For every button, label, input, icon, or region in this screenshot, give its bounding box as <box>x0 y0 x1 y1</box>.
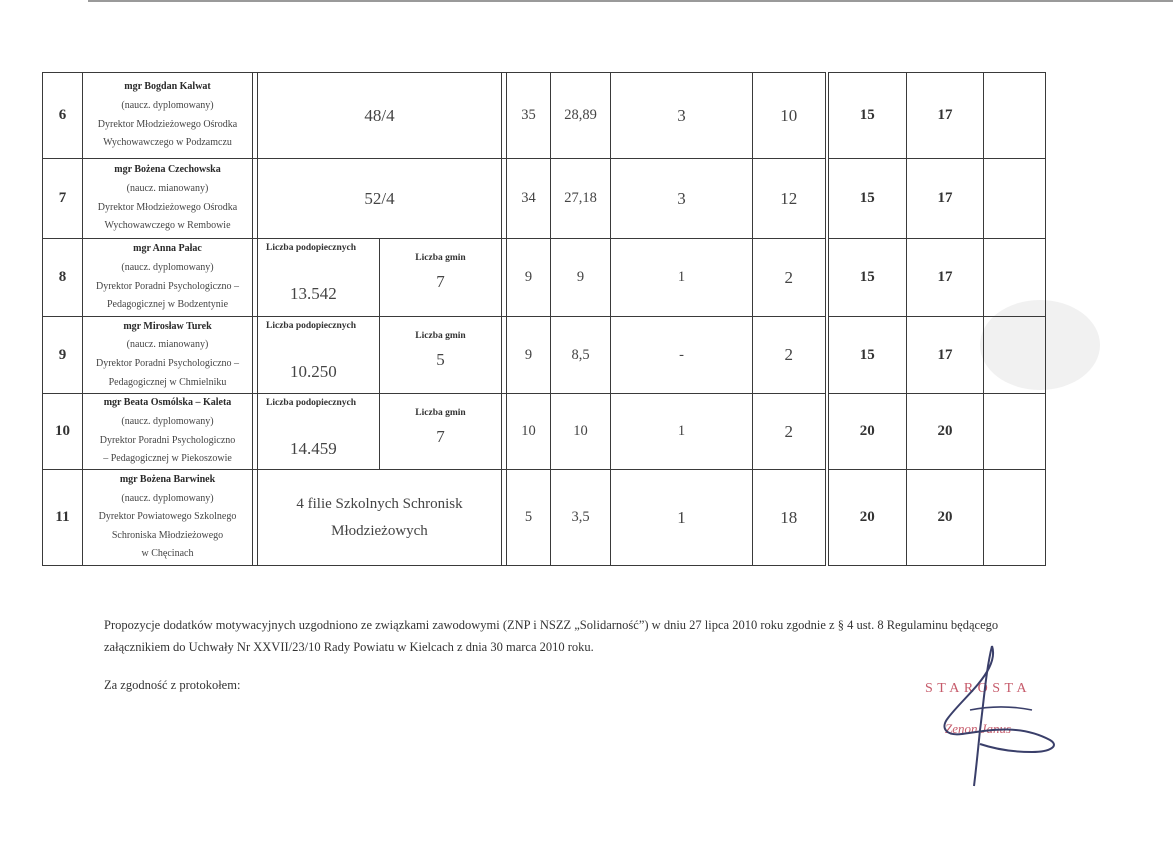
wards-value: 14.459 <box>290 439 337 458</box>
table-row <box>43 159 1046 239</box>
bonus-min: 15 <box>827 239 907 317</box>
value-cell: 1 <box>611 470 753 566</box>
person-detail: w Chęcinach <box>141 548 194 560</box>
person-name: mgr Anna Pałac <box>133 243 202 255</box>
person-name: mgr Beata Osmólska – Kaleta <box>103 397 232 409</box>
person-name: mgr Mirosław Turek <box>123 320 212 332</box>
signature-icon <box>900 640 1070 790</box>
bonus-max: 20 <box>907 470 984 566</box>
value-cell: - <box>611 317 753 394</box>
value-cell: 2 <box>753 317 827 394</box>
person-detail: Wychowawczego w Podzamczu <box>103 137 232 149</box>
person-detail: Pedagogicznej w Bodzentynie <box>106 299 229 311</box>
person-detail: Schroniska Młodzieżowego <box>111 529 224 541</box>
value-cell: 8,5 <box>551 317 611 394</box>
wards-count-cell <box>258 394 380 470</box>
wards-label: Liczba podopiecznych <box>266 321 356 331</box>
communes-label: Liczba gmin <box>415 331 466 341</box>
value-cell: 10 <box>753 73 827 159</box>
person-detail: Dyrektor Powiatowego Szkolnego <box>98 511 237 523</box>
bonus-max: 17 <box>907 159 984 239</box>
person-cell <box>83 317 253 394</box>
communes-count-cell <box>380 394 502 470</box>
value-cell: 34 <box>507 159 551 239</box>
communes-value: 5 <box>436 350 445 369</box>
value-cell: 9 <box>507 317 551 394</box>
person-cell <box>83 470 253 566</box>
communes-label: Liczba gmin <box>415 253 466 263</box>
value-cell: 5 <box>507 470 551 566</box>
row-number: 11 <box>43 470 83 566</box>
table-row <box>43 317 1046 394</box>
bonus-max: 20 <box>907 394 984 470</box>
value-cell: 1 <box>611 239 753 317</box>
table-row <box>43 394 1046 470</box>
row-number: 10 <box>43 394 83 470</box>
bonus-min: 15 <box>827 73 907 159</box>
communes-count-cell <box>380 239 502 317</box>
person-cell <box>83 239 253 317</box>
table-row <box>43 73 1046 159</box>
bonus-min: 20 <box>827 470 907 566</box>
person-cell <box>83 159 253 239</box>
value-cell: 3,5 <box>551 470 611 566</box>
wards-count-cell <box>258 317 380 394</box>
table-row <box>43 239 1046 317</box>
wards-count-cell <box>258 239 380 317</box>
communes-value: 7 <box>436 427 445 446</box>
unit-size: 52/4 <box>258 159 502 239</box>
person-name: mgr Bogdan Kalwat <box>124 81 211 93</box>
bonus-min: 15 <box>827 159 907 239</box>
person-detail: Dyrektor Poradni Psychologiczno – <box>95 358 240 369</box>
value-cell: 12 <box>753 159 827 239</box>
person-detail: – Pedagogicznej w Piekoszowie <box>103 453 232 465</box>
row-number: 8 <box>43 239 83 317</box>
stamp-title: STAROSTA <box>925 681 1032 696</box>
bonus-max: 17 <box>907 73 984 159</box>
value-cell: 2 <box>753 239 827 317</box>
value-cell: 18 <box>753 470 827 566</box>
value-cell: 35 <box>507 73 551 159</box>
value-cell: 9 <box>507 239 551 317</box>
communes-label: Liczba gmin <box>415 408 466 418</box>
unit-line: Młodzieżowych <box>331 522 428 539</box>
person-detail: Dyrektor Poradni Psychologiczno <box>99 434 236 446</box>
row-number: 7 <box>43 159 83 239</box>
person-detail: (naucz. dyplomowany) <box>121 261 214 273</box>
person-name: mgr Bożena Czechowska <box>114 164 221 176</box>
unit-description <box>258 470 502 566</box>
person-detail: (naucz. mianowany) <box>126 182 209 194</box>
person-detail: Wychowawczego w Rembowie <box>104 220 231 232</box>
certification-note: Za zgodność z protokołem: <box>104 678 241 692</box>
value-cell: 28,89 <box>551 73 611 159</box>
wards-label: Liczba podopiecznych <box>266 243 356 253</box>
value-cell: 2 <box>753 394 827 470</box>
row-number: 9 <box>43 317 83 394</box>
wards-value: 13.542 <box>290 284 337 303</box>
top-border-line <box>88 0 1173 2</box>
person-detail: Dyrektor Młodzieżowego Ośrodka <box>97 118 238 130</box>
value-cell: 3 <box>611 159 753 239</box>
communes-count-cell <box>380 317 502 394</box>
person-cell <box>83 394 253 470</box>
bonus-min: 15 <box>827 317 907 394</box>
person-cell <box>83 73 253 159</box>
value-cell: 10 <box>507 394 551 470</box>
row-number: 6 <box>43 73 83 159</box>
bonus-min: 20 <box>827 394 907 470</box>
bonus-max: 17 <box>907 239 984 317</box>
person-detail: (naucz. dyplomowany) <box>121 99 214 111</box>
value-cell: 9 <box>551 239 611 317</box>
value-cell: 1 <box>611 394 753 470</box>
bonus-table <box>42 72 1046 566</box>
person-detail: (naucz. mianowany) <box>126 339 209 351</box>
wards-label: Liczba podopiecznych <box>266 398 356 408</box>
person-detail: Pedagogicznej w Chmielniku <box>108 376 227 388</box>
stamp-name: Zenon Janus <box>945 721 1012 736</box>
communes-value: 7 <box>436 272 445 291</box>
value-cell: 27,18 <box>551 159 611 239</box>
person-detail: Dyrektor Młodzieżowego Ośrodka <box>97 201 238 213</box>
unit-size: 48/4 <box>258 73 502 159</box>
bonus-max: 17 <box>907 317 984 394</box>
person-detail: Dyrektor Poradni Psychologiczno – <box>95 280 240 292</box>
table-row <box>43 470 1046 566</box>
value-cell: 3 <box>611 73 753 159</box>
wards-value: 10.250 <box>290 362 337 381</box>
person-detail: (naucz. dyplomowany) <box>121 492 214 504</box>
person-detail: (naucz. dyplomowany) <box>121 415 214 427</box>
agreement-note: Propozycje dodatków motywacyjnych uzgodniono ze związkami zawodowymi (ZNP i NSZZ „Solidarność”) w dniu 27 lipca 2010 roku zgodnie z § 4 ust. 8 Regulaminu będącego załącznikiem do Uchwały Nr XXVII/23/10 Rady Powiatu w Kielcach z dnia 30 marca 2010 roku. <box>104 618 999 654</box>
value-cell: 10 <box>551 394 611 470</box>
unit-line: 4 filie Szkolnych Schronisk <box>296 495 463 512</box>
person-name: mgr Bożena Barwinek <box>119 474 216 486</box>
